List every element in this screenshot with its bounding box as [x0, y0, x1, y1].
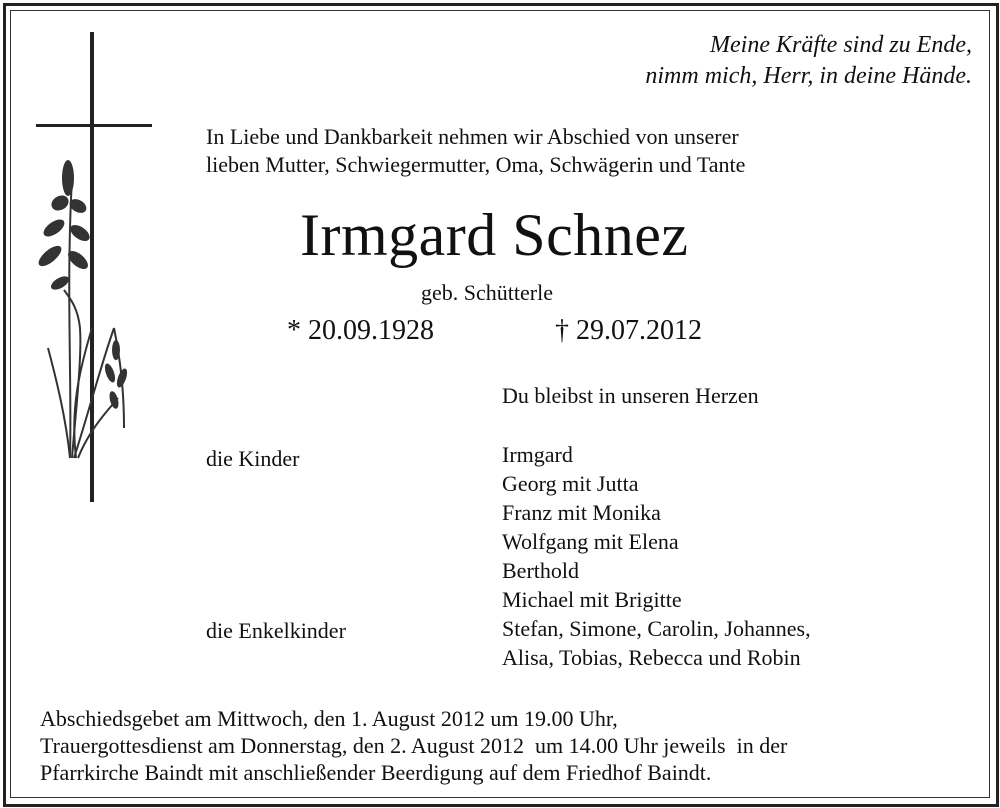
deceased-name: Irmgard Schnez [300, 202, 689, 268]
list-item: Berthold [502, 558, 579, 583]
list-item: Michael mit Brigitte [502, 587, 682, 612]
birth-date: * 20.09.1928 [287, 315, 434, 346]
service-line-3: Pfarrkirche Baindt mit anschließender Beerdigung auf dem Friedhof Baindt. [40, 760, 712, 785]
death-date: † 29.07.2012 [555, 315, 702, 346]
motto-line-1: Meine Kräfte sind zu Ende, [710, 32, 972, 58]
intro-text [206, 123, 745, 179]
service-line-2: Trauergottesdienst am Donnerstag, den 2. August 2012 um 14.00 Uhr jeweils in der [40, 733, 788, 758]
motto-line-2: nimm mich, Herr, in deine Hände. [645, 63, 972, 89]
list-item: Wolfgang mit Elena [502, 529, 679, 554]
service-line-1: Abschiedsgebet am Mittwoch, den 1. August 2012 um 19.00 Uhr, [40, 706, 618, 731]
service-info [40, 705, 787, 786]
list-item: Irmgard [502, 442, 573, 467]
children-label: die Kinder [206, 446, 300, 471]
intro-line-2: lieben Mutter, Schwiegermutter, Oma, Schwägerin und Tante [206, 152, 746, 177]
cross-with-grass-icon [30, 28, 160, 508]
maiden-name: geb. Schütterle [421, 280, 553, 305]
grandchildren-label: die Enkelkinder [206, 618, 346, 643]
farewell-line: Du bleibst in unseren Herzen [502, 383, 759, 408]
list-item: Georg mit Jutta [502, 471, 639, 496]
motto-verse [0, 30, 972, 92]
intro-line-1: In Liebe und Dankbarkeit nehmen wir Abschied von unserer [206, 124, 739, 149]
list-item: Stefan, Simone, Carolin, Johannes, [502, 616, 811, 641]
list-item: Franz mit Monika [502, 500, 661, 525]
mourners-list [502, 440, 811, 672]
list-item: Alisa, Tobias, Rebecca und Robin [502, 645, 801, 670]
